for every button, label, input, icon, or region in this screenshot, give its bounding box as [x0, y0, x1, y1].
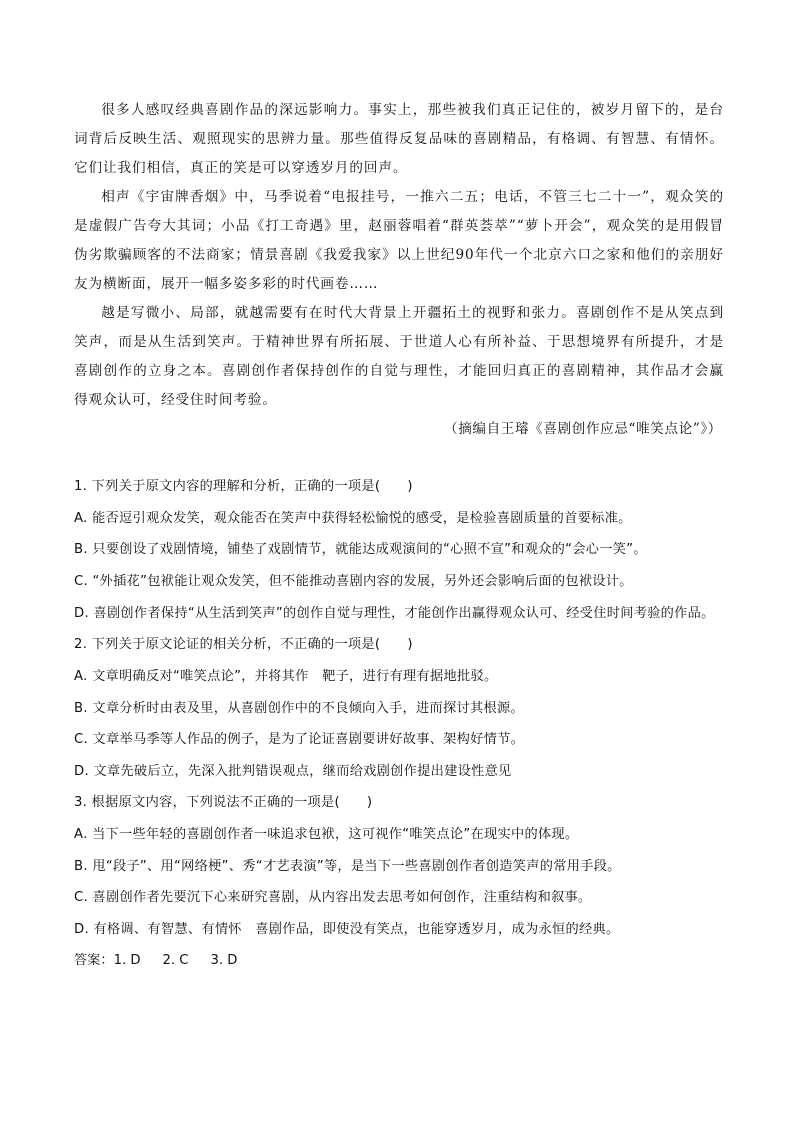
question-3-stem: 3. 根据原文内容，下列说法不正确的一项是( ) — [74, 795, 373, 811]
question-2-option-a: A. 文章明确反对“唯笑点论”，并将其作 靶子，进行有理有据地批驳。 — [74, 668, 498, 684]
question-list — [74, 471, 724, 977]
answer-item-1: 1. D — [113, 953, 141, 969]
reading-passage — [74, 96, 724, 444]
question-1-option-a: A. 能否逗引观众发笑，观众能否在笑声中获得轻松愉悦的感受，是检验喜剧质量的首要标准。 — [74, 510, 632, 526]
passage-paragraph-2: 相声《宇宙牌香烟》中，马季说着“电报挂号，一推六二五；电话，不管三七二十一”，观众笑的是虚假广告夸大其词；小品《打工奇遇》里，赵丽蓉唱着“群英荟萃”“萝卜开会”，观众笑的是用假冒伪劣欺骗顾客的不法商家；情景喜剧《我爱我家》以上世纪90年代一个北京六口之家和他们的亲朋好友为横断面，展开一幅多姿多彩的时代画卷…… — [74, 189, 724, 292]
answer-label: 答案： — [74, 953, 114, 969]
passage-source: （摘编自王璿《喜剧创作应忌“唯笑点论”》） — [444, 421, 722, 437]
question-2-option-c: C. 文章举马季等人作品的例子，是为了论证喜剧要讲好故事、架构好情节。 — [74, 732, 525, 748]
passage-paragraph-3: 越是写微小、局部，就越需要有在时代大背景上开疆拓土的视野和张力。喜剧创作不是从笑点到笑声，而是从生活到笑声。于精神世界有所拓展、于世道人心有所补益、于思想境界有所提升，才是喜剧创作的立身之本。喜剧创作者保持创作的自觉与理性，才能回归真正的喜剧精神，其作品才会赢得观众认可，经受住时间考验。 — [74, 305, 724, 408]
passage-paragraph-1: 很多人感叹经典喜剧作品的深远影响力。事实上，那些被我们真正记住的，被岁月留下的，是台词背后反映生活、观照现实的思辨力量。那些值得反复品味的喜剧精品，有格调、有智慧、有情怀。它们让我们相信，真正的笑是可以穿透岁月的回声。 — [74, 102, 724, 176]
question-3-option-d: D. 有格调、有智慧、有情怀 喜剧作品，即使没有笑点，也能穿透岁月，成为永恒的经典。 — [74, 921, 620, 937]
question-1-option-b: B. 只要创设了戏剧情境，铺垫了戏剧情节，就能达成观演间的“心照不宣”和观众的“会心一笑”。 — [74, 542, 647, 558]
question-2-option-d: D. 文章先破后立，先深入批判错误观点，继而给戏剧创作提出建设性意见 — [74, 763, 512, 779]
question-3-option-a: A. 当下一些年轻的喜剧创作者一味追求包袱，这可视作“唯笑点论”在现实中的体现。 — [74, 826, 579, 842]
question-1-option-d: D. 喜剧创作者保持“从生活到笑声”的创作自觉与理性，才能创作出赢得观众认可、经受住时间考验的作品。 — [74, 606, 715, 622]
answer-item-3: 3. D — [210, 953, 238, 969]
question-2-stem: 2. 下列关于原文论证的相关分析，不正确的一项是( ) — [74, 637, 413, 653]
answer-item-2: 2. C — [162, 953, 189, 969]
question-3-option-b: B. 甩“段子”、用“网络梗”、秀“才艺表演”等，是当下一些喜剧创作者创造笑声的常用手段。 — [74, 858, 621, 874]
question-1-option-c: C. “外插花”包袱能让观众发笑，但不能推动喜剧内容的发展，另外还会影响后面的包袱设计。 — [74, 573, 633, 589]
question-2-option-b: B. 文章分析时由表及里，从喜剧创作中的不良倾向入手，进而探讨其根源。 — [74, 700, 524, 716]
question-1-stem: 1. 下列关于原文内容的理解和分析，正确的一项是( ) — [74, 479, 413, 494]
answer-key — [74, 945, 724, 977]
question-3-option-c: C. 喜剧创作者先要沉下心来研究喜剧，从内容出发去思考如何创作，注重结构和叙事。 — [74, 890, 592, 906]
